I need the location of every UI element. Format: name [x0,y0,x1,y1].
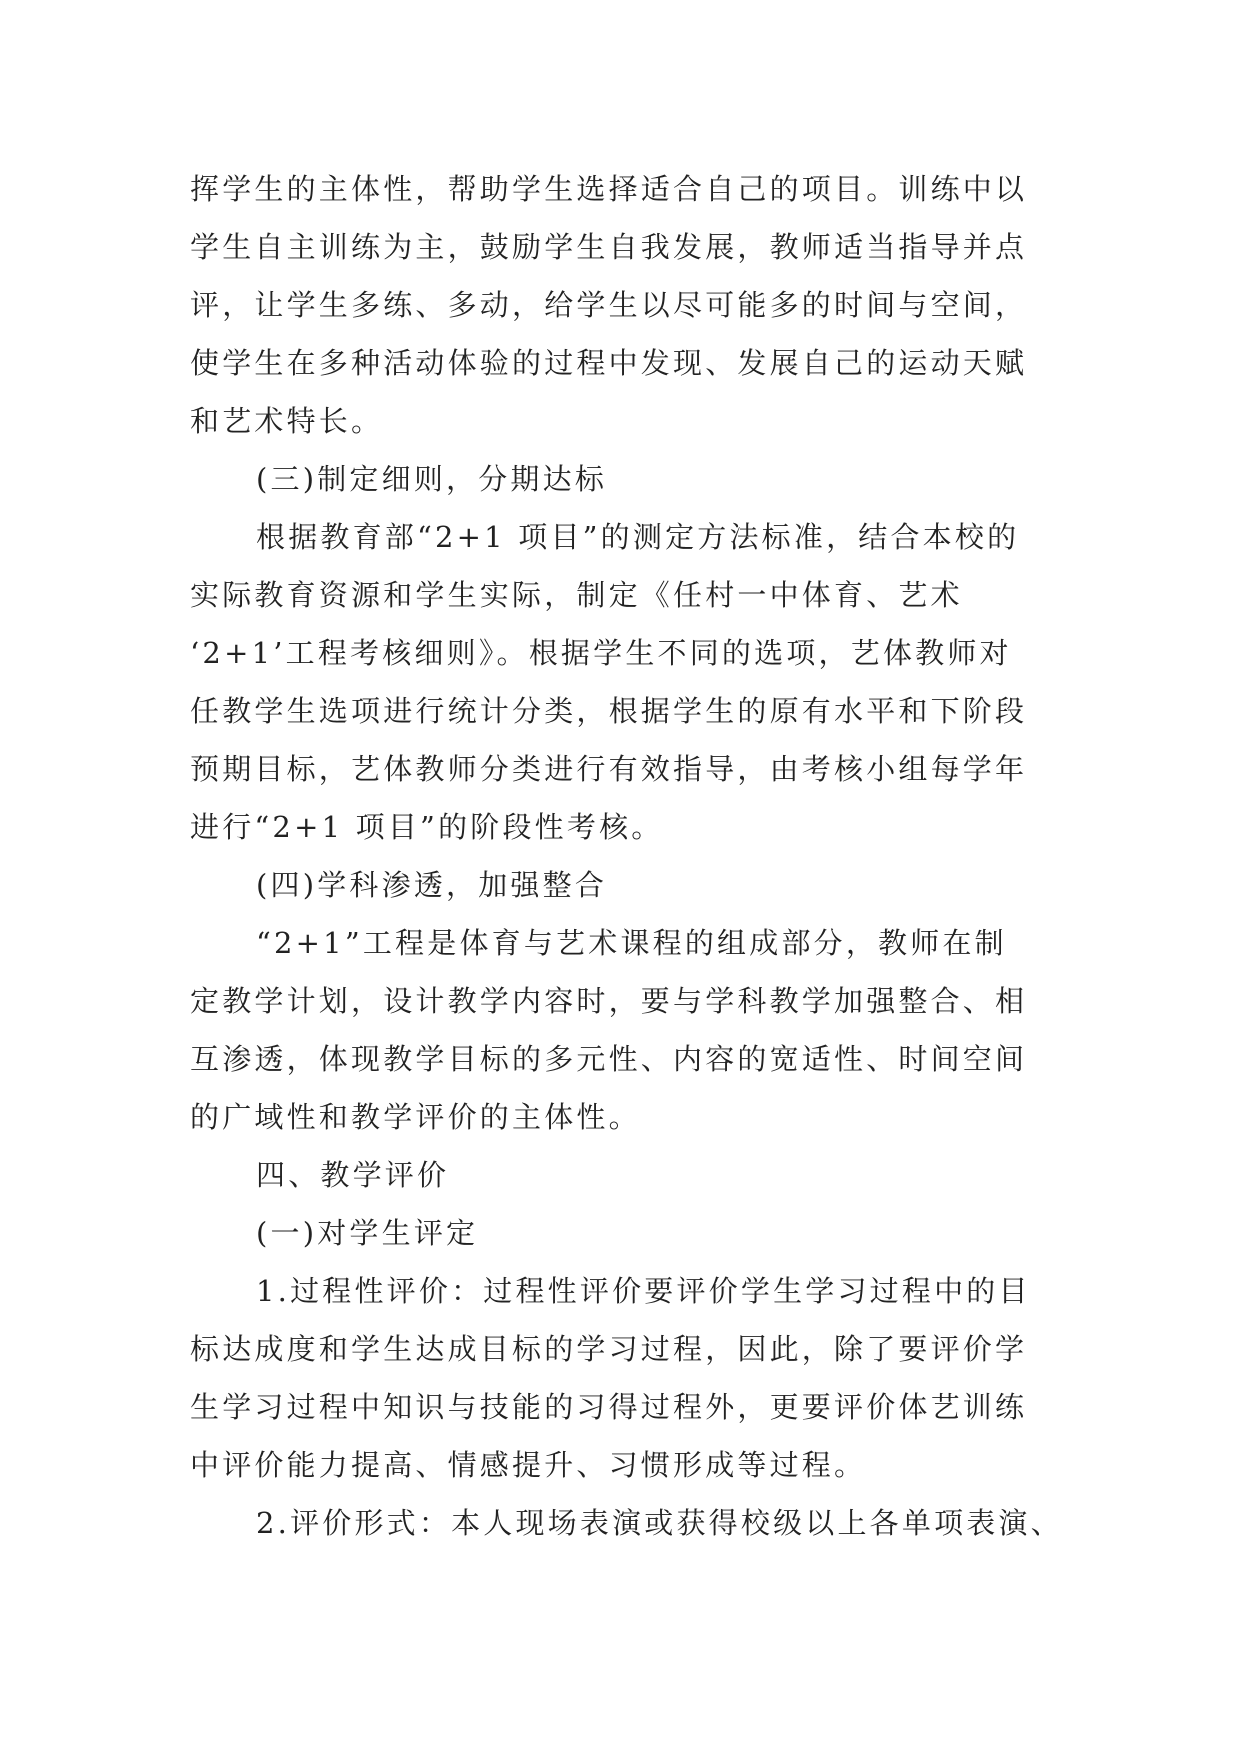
text-line: 预期目标，艺体教师分类进行有效指导，由考核小组每学年 [190,752,1028,786]
text-line: 1.过程性评价：过程性评价要评价学生学习过程中的目 [256,1274,1031,1308]
text-line: 生学习过程中知识与技能的习得过程外，更要评价体艺训练 [190,1390,1028,1424]
text-line: 标达成度和学生达成目标的学习过程，因此，除了要评价学 [190,1332,1028,1366]
text-line: 实际教育资源和学生实际，制定《任村一中体育、艺术 [190,578,963,612]
section-heading: (三)制定细则，分期达标 [256,462,608,496]
text-line: 的广域性和教学评价的主体性。 [190,1100,641,1134]
section-heading: (四)学科渗透，加强整合 [256,868,608,902]
text-line: 使学生在多种活动体验的过程中发现、发展自己的运动天赋 [190,346,1028,380]
text-line: 中评价能力提高、情感提升、习惯形成等过程。 [190,1448,867,1482]
section-heading: (一)对学生评定 [256,1216,479,1250]
text-line: 挥学生的主体性，帮助学生选择适合自己的项目。训练中以 [190,172,1028,206]
text-line: 定教学计划，设计教学内容时，要与学科教学加强整合、相 [190,984,1028,1018]
text-line: 学生自主训练为主，鼓励学生自我发展，教师适当指导并点 [190,230,1028,264]
text-line: 互渗透，体现教学目标的多元性、内容的宽适性、时间空间 [190,1042,1028,1076]
text-line: ‘2+1’工程考核细则》。根据学生不同的选项，艺体教师对 [190,636,1012,670]
text-line: 进行“2+1 项目”的阶段性考核。 [190,810,664,844]
text-line: 2.评价形式：本人现场表演或获得校级以上各单项表演、 [256,1506,1063,1540]
text-line: “2+1”工程是体育与艺术课程的组成部分，教师在制 [256,926,1007,960]
text-line: 评，让学生多练、多动，给学生以尽可能多的时间与空间， [190,288,1028,322]
text-line: 任教学生选项进行统计分类，根据学生的原有水平和下阶段 [190,694,1028,728]
text-line: 和艺术特长。 [190,404,384,438]
section-heading: 四、教学评价 [256,1158,450,1192]
text-line: 根据教育部“2+1 项目”的测定方法标准，结合本校的 [256,520,1020,554]
document-body [190,160,1063,1552]
